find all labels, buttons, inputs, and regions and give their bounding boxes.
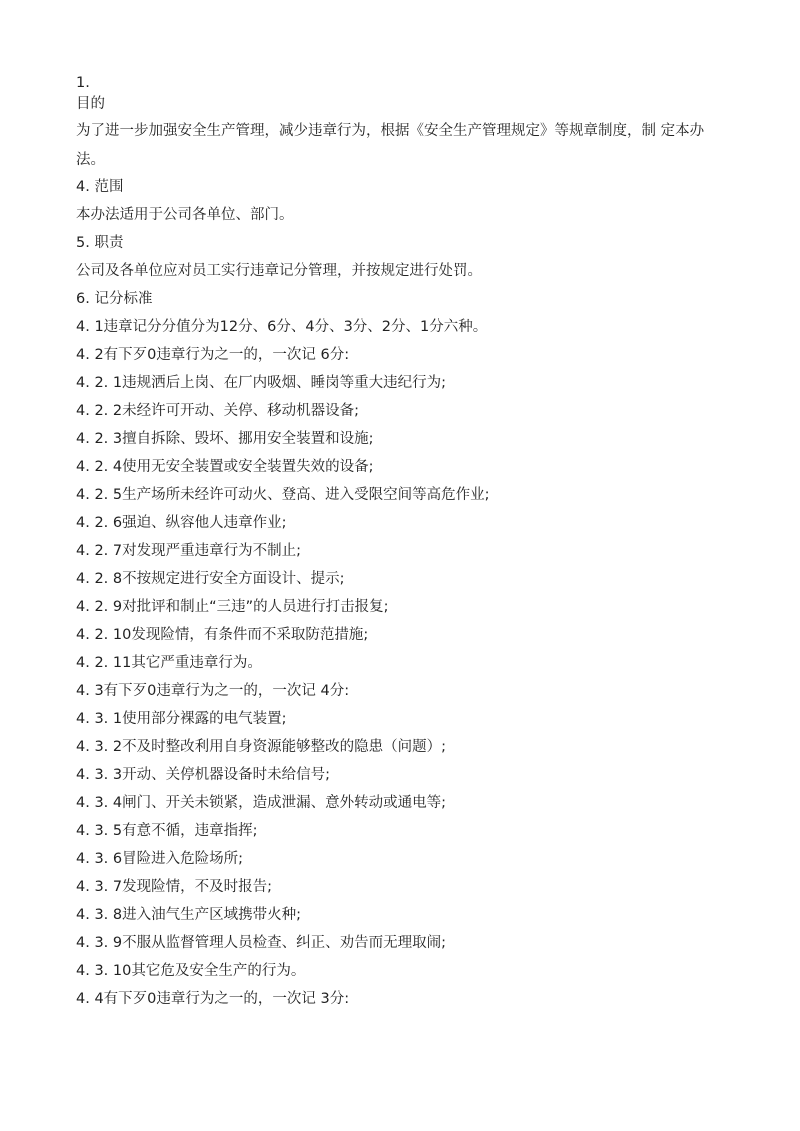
list-item: 4. 3. 9不服从监督管理人员检查、纠正、劝告而无理取闹; [76,935,446,951]
list-item: 4. 3. 6冒险进入危险场所; [76,851,243,867]
list-item: 4. 2. 3擅自拆除、毁坏、挪用安全装置和设施; [76,431,374,447]
list-item: 4. 2. 7对发现严重违章行为不制止; [76,543,301,559]
paragraph: 公司及各单位应对员工实行违章记分管理，并按规定进行处罚。 [76,263,482,279]
list-item: 4. 3. 7发现险情，不及时报告; [76,879,272,895]
list-item: 4. 2有下歹0违章行为之一的，一次记 6分: [76,347,350,363]
list-item: 4. 2. 2未经许可开动、关停、移动机器设备; [76,403,359,419]
paragraph: 本办法适用于公司各单位、部门。 [76,207,294,223]
list-item: 4. 1违章记分分值分为12分、6分、4分、3分、2分、1分六种。 [76,319,488,335]
paragraph: 为了进一步加强安全生产管理，减少违章行为，根据《安全生产管理规定》等规章制度，制 定本办法。 [76,123,705,168]
list-item: 4. 3有下歹0违章行为之一的，一次记 4分: [76,683,350,699]
list-item: 4. 2. 8不按规定进行安全方面设计、提示; [76,571,345,587]
list-item: 4. 3. 5有意不循，违章指挥; [76,823,258,839]
list-item: 4. 4有下歹0违章行为之一的，一次记 3分: [76,991,350,1007]
section-heading: 5. 职责 [76,235,124,251]
list-item: 4. 3. 8进入油气生产区域携带火种; [76,907,301,923]
list-item: 4. 3. 2不及时整改利用自身资源能够整改的隐患（问题）; [76,739,446,755]
list-item: 4. 3. 1使用部分裸露的电气装置; [76,711,287,727]
list-item: 4. 2. 9对批评和制止“三违”的人员进行打击报复; [76,599,389,615]
list-item: 4. 2. 1违规洒后上岗、在厂内吸烟、睡岗等重大违纪行为; [76,375,446,391]
list-item: 4. 2. 4使用无安全装置或安全装置失效的设备; [76,459,374,475]
list-item: 4. 2. 11其它严重违章行为。 [76,655,262,671]
section-heading: 6. 记分标准 [76,291,153,307]
list-item: 4. 3. 4闸门、开关未锁紧，造成泄漏、意外转动或通电等; [76,795,446,811]
section-heading: 目的 [76,96,105,112]
section-heading: 4. 范围 [76,179,124,195]
list-item: 4. 3. 10其它危及安全生产的行为。 [76,963,306,979]
list-item: 4. 2. 10发现险情，有条件而不采取防范措施; [76,627,369,643]
list-item: 4. 2. 6强迫、纵容他人违章作业; [76,515,287,531]
list-item: 4. 3. 3开动、关停机器设备时未给信号; [76,767,330,783]
section-number: 1. [76,75,90,91]
list-item: 4. 2. 5生产场所未经许可动火、登高、进入受限空间等高危作业; [76,487,490,503]
